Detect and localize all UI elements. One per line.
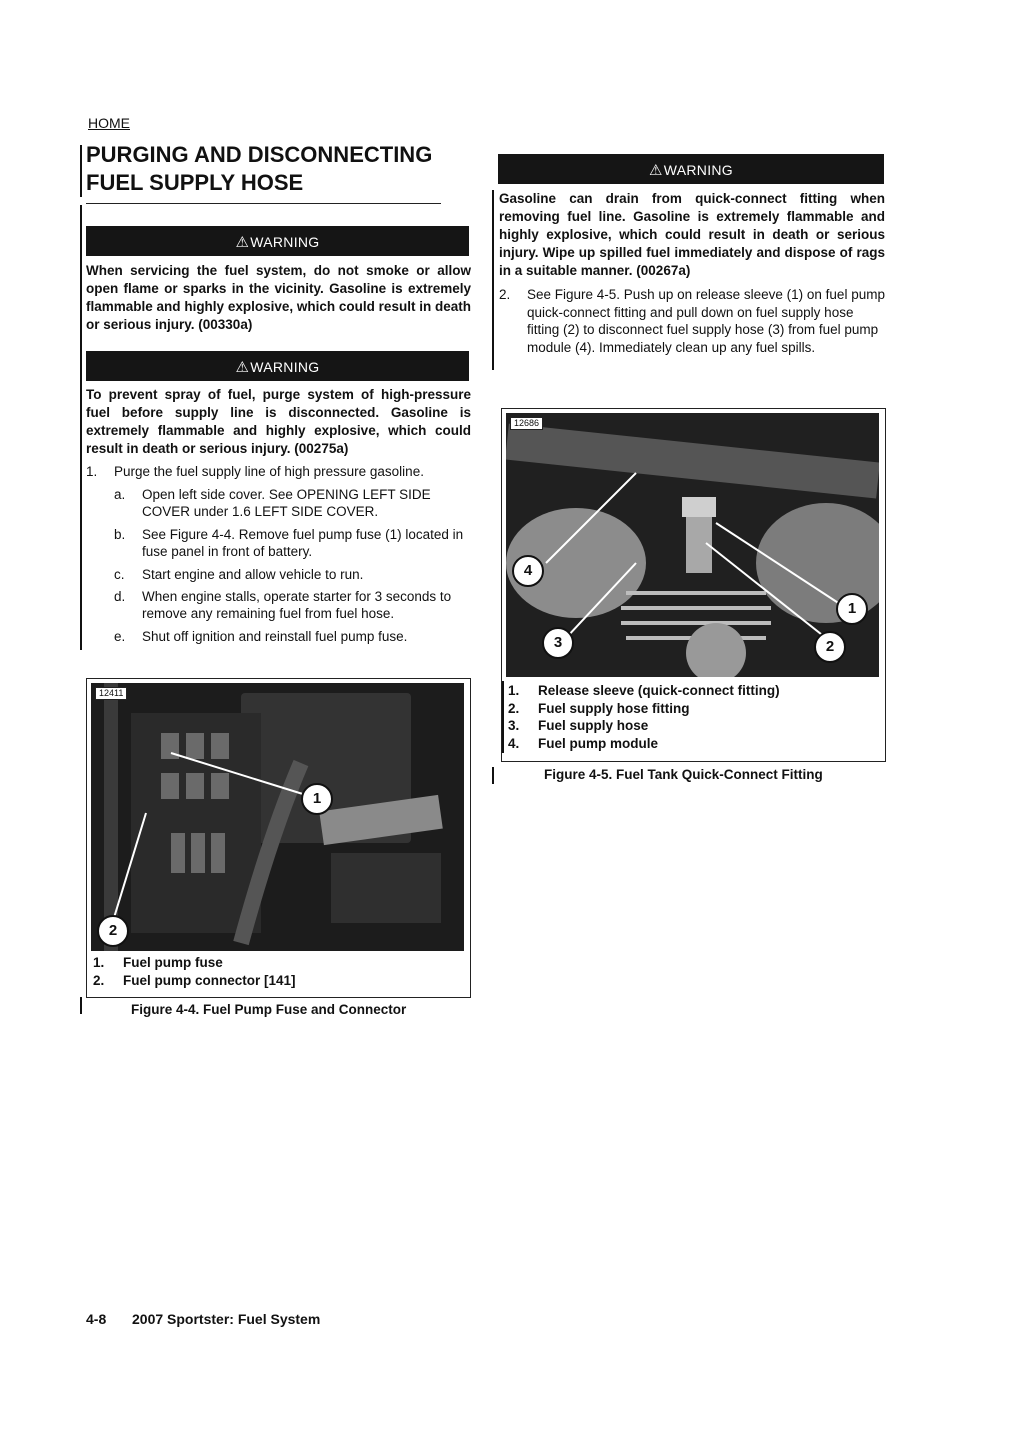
fuse-panel-photo — [91, 683, 464, 951]
warning-text-3: Gasoline can drain from quick-connect fitting when removing fuel line. Gasoline is extremely flammable and highly explosive, which could result in death or serious injury. Wipe up spilled fuel immediately and dispose of rags in a suitable manner. (00267a) — [499, 191, 885, 278]
warning-triangle-icon: ⚠ — [649, 162, 663, 179]
step-text: Purge the fuel supply line of high pressure gasoline. — [114, 464, 424, 479]
home-link[interactable]: HOME — [88, 115, 130, 131]
step-text: See Figure 4-5. Push up on release sleeve (1) on fuel pump quick-connect fitting and pull down on fuel supply hose fitting (2) to disconnect fuel supply hose (3) from fuel pump module (4). Immediately clean up any fuel spills. — [527, 287, 885, 355]
substep-letter: a. — [114, 487, 126, 502]
change-bar-title — [80, 145, 82, 197]
substep-letter: d. — [114, 589, 126, 604]
change-bar-left-column — [80, 205, 82, 650]
callout-3: 3 — [542, 627, 574, 659]
legend-row: 2. Fuel pump connector [141] — [93, 972, 296, 988]
warning-text-1: When servicing the fuel system, do not smoke or allow open flame or sparks in the vicinity. Gasoline is extremely flammable and highly explosive, which could result in death or serious injury. (00330a) — [86, 263, 471, 332]
warning-triangle-icon: ⚠ — [235, 234, 250, 251]
substep-text: Start engine and allow vehicle to run. — [142, 567, 364, 582]
substep-letter: e. — [114, 629, 126, 644]
figure-4-5-legend — [508, 682, 878, 752]
callout-1: 1 — [301, 783, 333, 815]
substep-text: When engine stalls, operate starter for 3 seconds to remove any remaining fuel from fuel hose. — [142, 589, 452, 621]
change-bar-legend — [502, 681, 504, 753]
warning-triangle-icon: ⚠ — [235, 359, 250, 376]
callout-2: 2 — [97, 915, 129, 947]
substep-letter: b. — [114, 527, 126, 542]
figure-4-4 — [86, 678, 471, 998]
warning-banner-3 — [498, 154, 884, 184]
warning-text-2: To prevent spray of fuel, purge system of high-pressure fuel before supply line is disconnected. Gasoline is extremely flammable and highly explosive, which could result in death or serious injury. (00275a) — [86, 387, 471, 456]
title-divider — [86, 203, 441, 204]
legend-row: 4. Fuel pump module — [508, 735, 658, 751]
fuse-panel-photo-drawing — [91, 683, 464, 951]
change-bar-figure-4-4 — [80, 997, 82, 1014]
quick-connect-photo — [506, 413, 879, 677]
substep-letter: c. — [114, 567, 125, 582]
warning-banner-1 — [86, 226, 469, 256]
figure-id-label: 12411 — [95, 687, 127, 700]
substep-text: See Figure 4-4. Remove fuel pump fuse (1) located in fuse panel in front of battery. — [142, 527, 464, 559]
purge-steps — [86, 463, 476, 653]
warning-label: WARNING — [250, 234, 320, 250]
step-number: 1. — [86, 464, 98, 479]
page-title: PURGING AND DISCONNECTING FUEL SUPPLY HOSE — [86, 142, 433, 195]
figure-4-5 — [501, 408, 886, 762]
figure-4-5-caption: Figure 4-5. Fuel Tank Quick-Connect Fitting — [544, 767, 823, 782]
footer-title: 2007 Sportster: Fuel System — [132, 1311, 321, 1327]
substep-text: Shut off ignition and reinstall fuel pump fuse. — [142, 629, 408, 644]
legend-row: 1. Fuel pump fuse — [93, 955, 223, 970]
figure-4-4-caption: Figure 4-4. Fuel Pump Fuse and Connector — [131, 1002, 407, 1017]
legend-row: 3. Fuel supply hose — [508, 718, 649, 733]
callout-4: 4 — [512, 555, 544, 587]
substep-text: Open left side cover. See OPENING LEFT SIDE COVER under 1.6 LEFT SIDE COVER. — [142, 487, 431, 519]
warning-label: WARNING — [250, 359, 320, 375]
callout-2: 2 — [814, 631, 846, 663]
figure-4-4-legend — [93, 954, 463, 989]
legend-row: 2. Fuel supply hose fitting — [508, 700, 690, 716]
change-bar-right-column — [492, 190, 494, 370]
change-bar-figure-4-5 — [492, 767, 494, 784]
step-number: 2. — [499, 287, 511, 302]
callout-1: 1 — [836, 593, 868, 625]
legend-row: 1. Release sleeve (quick-connect fitting) — [508, 683, 780, 698]
warning-label: WARNING — [663, 162, 733, 178]
figure-id-label: 12686 — [510, 417, 543, 430]
footer-page-number: 4-8 — [86, 1311, 107, 1327]
warning-banner-2 — [86, 351, 469, 381]
